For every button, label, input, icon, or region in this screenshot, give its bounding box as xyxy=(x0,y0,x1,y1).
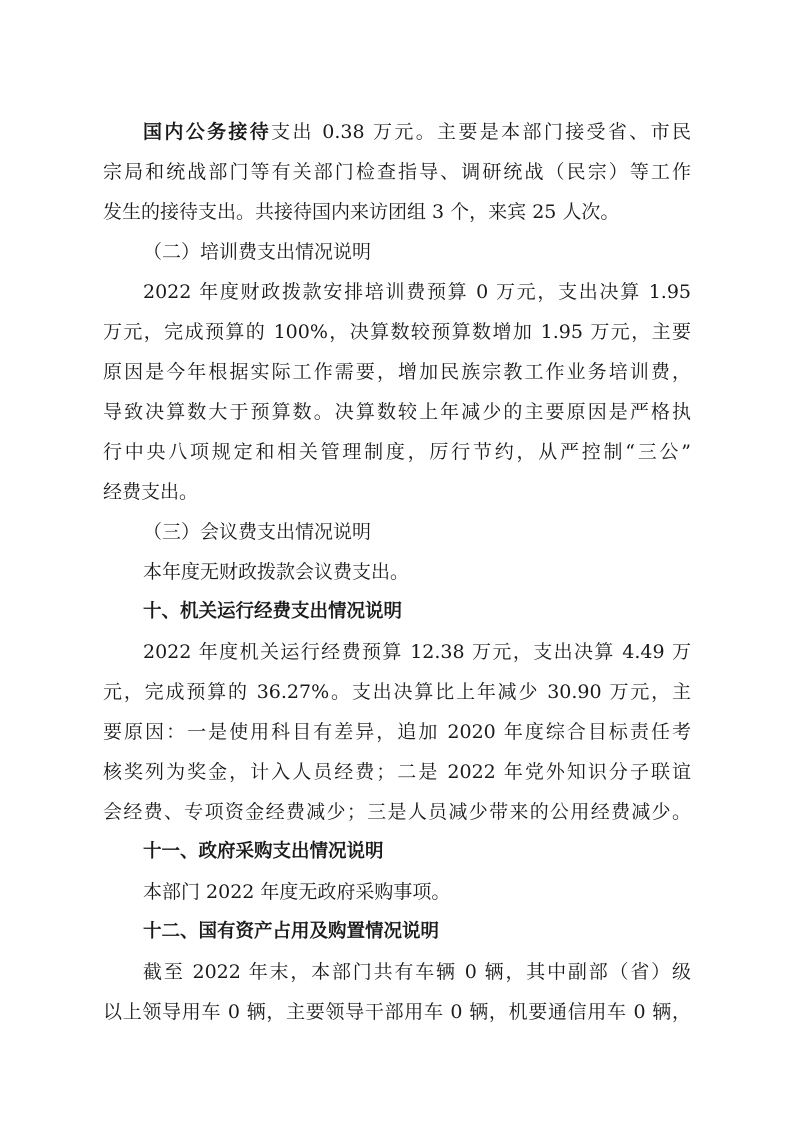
assets-line-2: 以上领导用车 0 辆，主要领导干部用车 0 辆，机要通信用车 0 辆， xyxy=(103,1001,691,1023)
training-line-5: 行中央八项规定和相关管理制度，厉行节约，从严控制“三公” xyxy=(103,441,691,463)
operation-line-2: 元，完成预算的 36.27%。支出决算比上年减少 30.90 万元，主 xyxy=(103,681,691,703)
reception-label: 国内公务接待 xyxy=(143,121,272,143)
meeting-subheading: （三）会议费支出情况说明 xyxy=(143,521,372,543)
reception-line-1-text: 支出 0.38 万元。主要是本部门接受省、市民 xyxy=(271,121,691,143)
operation-line-3: 要原因：一是使用科目有差异，追加 2020 年度综合目标责任考 xyxy=(103,721,691,743)
training-line-2: 万元，完成预算的 100%，决算数较预算数增加 1.95 万元，主要 xyxy=(103,321,691,343)
procurement-heading: 十一、政府采购支出情况说明 xyxy=(143,841,384,862)
operation-line-1: 2022 年度机关运行经费预算 12.38 万元，支出决算 4.49 万 xyxy=(143,641,691,663)
training-subheading: （二）培训费支出情况说明 xyxy=(143,241,372,263)
assets-heading: 十二、国有资产占用及购置情况说明 xyxy=(143,921,440,942)
operation-heading: 十、机关运行经费支出情况说明 xyxy=(143,601,403,622)
training-line-1: 2022 年度财政拨款安排培训费预算 0 万元，支出决算 1.95 xyxy=(143,281,691,303)
procurement-line-1: 本部门 2022 年度无政府采购事项。 xyxy=(143,881,451,903)
training-line-4: 导致决算数大于预算数。决算数较上年减少的主要原因是严格执 xyxy=(103,401,691,423)
operation-line-4: 核奖列为奖金，计入人员经费；二是 2022 年党外知识分子联谊 xyxy=(103,761,691,783)
training-line-6: 经费支出。 xyxy=(103,481,199,503)
meeting-line-1: 本年度无财政拨款会议费支出。 xyxy=(143,561,410,583)
operation-line-5: 会经费、专项资金经费减少；三是人员减少带来的公用经费减少。 xyxy=(103,801,691,823)
reception-paragraph-line-3: 发生的接待支出。共接待国内来访团组 3 个，来宾 25 人次。 xyxy=(103,201,620,223)
assets-line-1: 截至 2022 年末，本部门共有车辆 0 辆，其中副部（省）级 xyxy=(143,961,691,983)
reception-paragraph-line-2: 宗局和统战部门等有关部门检查指导、调研统战（民宗）等工作 xyxy=(103,161,691,183)
reception-paragraph-line-1 xyxy=(143,120,691,144)
training-line-3: 原因是今年根据实际工作需要，增加民族宗教工作业务培训费， xyxy=(103,361,691,383)
